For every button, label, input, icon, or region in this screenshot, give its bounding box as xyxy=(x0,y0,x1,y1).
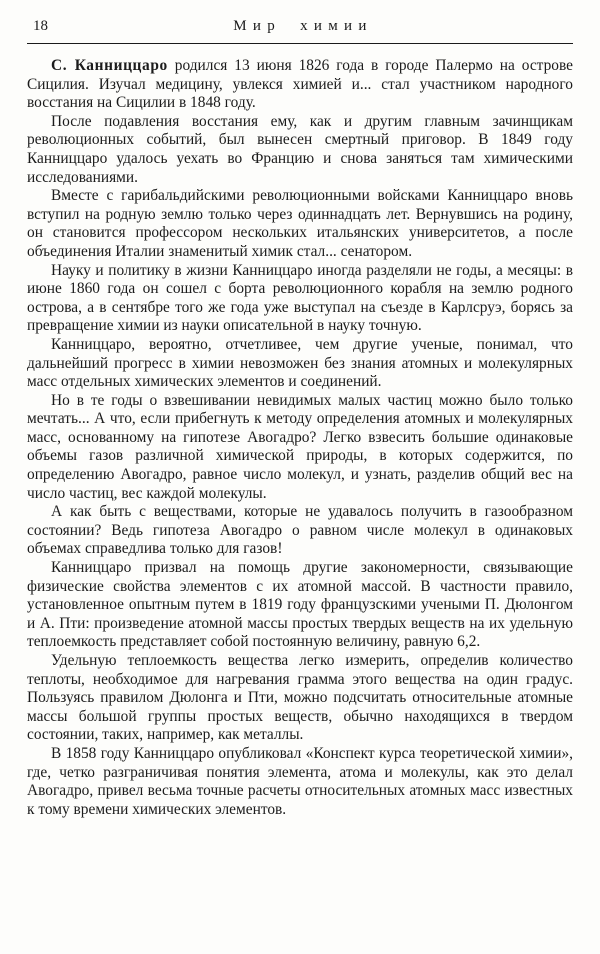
paragraph-1-text: родился 13 июня 1826 года в городе Палермо на острове Сицилия. Изучал медицину, увлекся химией и... стал участником народного восстания на Сицилии в 1848 году. xyxy=(27,57,573,112)
paragraph-3: Вместе с гарибальдийскими революционными войсками Канниццаро вновь вступил на родную землю только через одиннадцать лет. Вернувшись на родину, он становится профессором нескольких итальянских университетов, а после объединения Италии знаменитый химик стал... сенатором. xyxy=(27,187,573,260)
paragraph-1 xyxy=(27,57,573,113)
paragraph-7: А как быть с веществами, которые не удавалось получить в газообразном состоянии? Ведь гипотеза Авогадро о равном числе молекул в одинаковых объемах справедлива только для газов! xyxy=(27,503,573,558)
paragraph-10: В 1858 году Канниццаро опубликовал «Конспект курса теоретической химии», где, четко разграничивая понятия элемента, атома и молекулы, как это делал Авогадро, привел весьма точные расчеты относительных атомных масс известных к тому времени химических элементов. xyxy=(27,744,573,818)
page-body xyxy=(27,57,573,819)
page-number: 18 xyxy=(33,18,48,34)
paragraph-5: Канниццаро, вероятно, отчетливее, чем другие ученые, понимал, что дальнейший прогресс в химии невозможен без знания атомных и молекулярных масс отдельных химических элементов и соединений. xyxy=(27,335,573,391)
header-rule xyxy=(27,43,573,44)
paragraph-6: Но в те годы о взвешивании невидимых малых частиц можно было только мечтать... А что, если прибегнуть к методу определения атомных и молекулярных масс, основанному на гипотезе Авогадро? Легко взвесить большие одинаковые объемы газов различной химической природы, в которых содержится, по определению Авогадро, равное число молекул, и узнать, разделив общий вес на число частиц, вес каждой молекулы. xyxy=(27,391,573,502)
page-header xyxy=(27,16,573,36)
paragraph-9: Удельную теплоемкость вещества легко измерить, определив количество теплоты, необходимое для нагревания грамма этого вещества на один градус. Пользуясь правилом Дюлонга и Пти, можно подсчитать относительные атомные массы большой группы простых веществ, обычно находящихся в твердом состоянии, таких, например, как металлы. xyxy=(27,652,573,744)
running-title: Мир химии xyxy=(233,18,373,34)
author-name-bold: С. Канниццаро xyxy=(51,57,168,74)
paragraph-4: Науку и политику в жизни Канниццаро иногда разделяли не годы, а месяцы: в июне 1860 года он сошел с борта революционного корабля на землю родного острова, а в сентябре того же года уже выступал на съезде в Карлсруэ, борясь за превращение химии из науки описательной в науку точную. xyxy=(27,261,573,335)
paragraph-2: После подавления восстания ему, как и другим главным зачинщикам революционных событий, был вынесен смертный приговор. В 1849 году Канниццаро удалось уехать во Францию и снова заняться там химическими исследованиями. xyxy=(27,112,573,186)
paragraph-8: Канниццаро призвал на помощь другие закономерности, связывающие физические свойства элементов с их атомной массой. В частности правило, установленное опытным путем в 1819 году французскими учеными П. Дюлонгом и А. Пти: произведение атомной массы простых твердых веществ на их удельную теплоемкость представляет собой постоянную величину, равную 6,2. xyxy=(27,559,573,651)
